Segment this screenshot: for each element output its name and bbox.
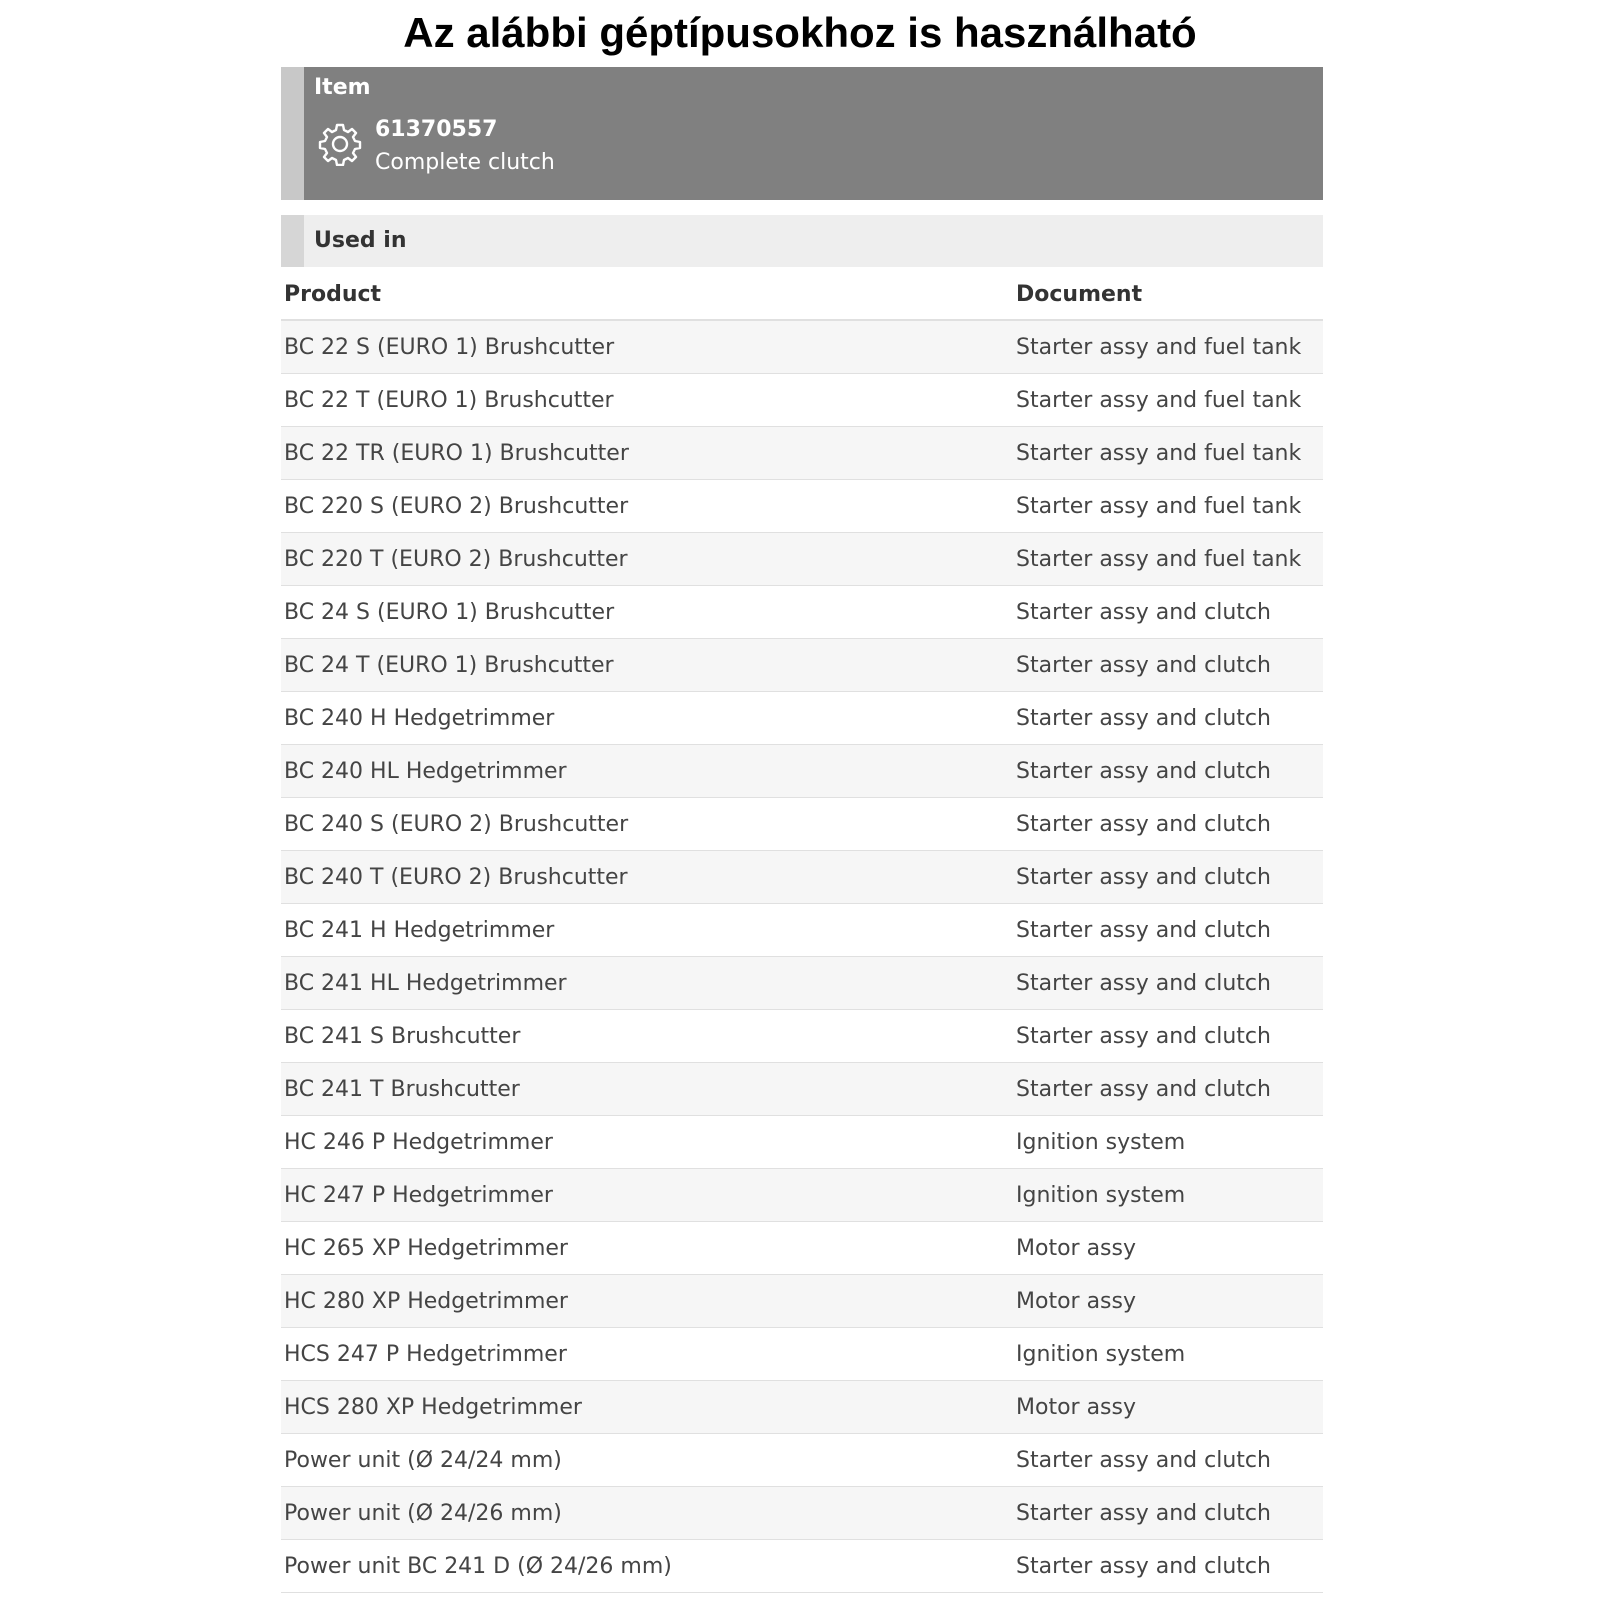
product-cell[interactable]: BC 22 T (EURO 1) Brushcutter [281, 374, 1013, 427]
document-cell[interactable]: Starter assy and fuel tank [1013, 427, 1323, 480]
gear-icon [318, 122, 362, 166]
product-cell[interactable]: BC 22 TR (EURO 1) Brushcutter [281, 427, 1013, 480]
document-cell[interactable]: Ignition system [1013, 1169, 1323, 1222]
page-banner-title: Az alábbi géptípusokhoz is használható [403, 9, 1197, 56]
table-body [281, 320, 1323, 1593]
product-cell[interactable]: HCS 280 XP Hedgetrimmer [281, 1381, 1013, 1434]
table-row[interactable] [281, 851, 1323, 904]
document-cell[interactable]: Starter assy and fuel tank [1013, 374, 1323, 427]
product-cell[interactable]: BC 240 T (EURO 2) Brushcutter [281, 851, 1013, 904]
document-cell[interactable]: Starter assy and clutch [1013, 1487, 1323, 1540]
table-row[interactable] [281, 798, 1323, 851]
item-number: 61370557 [375, 117, 498, 142]
document-cell[interactable]: Starter assy and clutch [1013, 745, 1323, 798]
document-cell[interactable]: Starter assy and fuel tank [1013, 533, 1323, 586]
document-cell[interactable]: Motor assy [1013, 1275, 1323, 1328]
product-cell[interactable]: BC 240 S (EURO 2) Brushcutter [281, 798, 1013, 851]
item-header: Item [314, 75, 371, 100]
document-cell[interactable]: Starter assy and clutch [1013, 692, 1323, 745]
document-cell[interactable]: Starter assy and clutch [1013, 1540, 1323, 1593]
product-cell[interactable]: BC 240 HL Hedgetrimmer [281, 745, 1013, 798]
document-cell[interactable]: Starter assy and clutch [1013, 851, 1323, 904]
document-cell[interactable]: Starter assy and clutch [1013, 957, 1323, 1010]
document-cell[interactable]: Ignition system [1013, 1328, 1323, 1381]
product-cell[interactable]: Power unit (Ø 24/26 mm) [281, 1487, 1013, 1540]
table-row[interactable] [281, 904, 1323, 957]
table-row[interactable] [281, 745, 1323, 798]
used-in-label: Used in [314, 228, 407, 253]
used-in-header [281, 215, 1323, 267]
product-cell[interactable]: BC 220 T (EURO 2) Brushcutter [281, 533, 1013, 586]
document-cell[interactable]: Starter assy and clutch [1013, 1010, 1323, 1063]
table-row[interactable] [281, 1328, 1323, 1381]
table-row[interactable] [281, 1063, 1323, 1116]
product-cell[interactable]: HC 246 P Hedgetrimmer [281, 1116, 1013, 1169]
column-header-document: Document [1013, 269, 1323, 320]
used-in-table [281, 269, 1323, 1593]
product-cell[interactable]: BC 220 S (EURO 2) Brushcutter [281, 480, 1013, 533]
table-row[interactable] [281, 1116, 1323, 1169]
product-cell[interactable]: HCS 247 P Hedgetrimmer [281, 1328, 1013, 1381]
table-row[interactable] [281, 533, 1323, 586]
table-row[interactable] [281, 692, 1323, 745]
table-row[interactable] [281, 1222, 1323, 1275]
document-cell[interactable]: Starter assy and fuel tank [1013, 480, 1323, 533]
table-row[interactable] [281, 1434, 1323, 1487]
product-cell[interactable]: BC 24 T (EURO 1) Brushcutter [281, 639, 1013, 692]
item-description: Complete clutch [375, 150, 555, 175]
product-cell[interactable]: HC 247 P Hedgetrimmer [281, 1169, 1013, 1222]
product-cell[interactable]: HC 280 XP Hedgetrimmer [281, 1275, 1013, 1328]
table-row[interactable] [281, 1169, 1323, 1222]
product-cell[interactable]: BC 241 T Brushcutter [281, 1063, 1013, 1116]
table-row[interactable] [281, 639, 1323, 692]
table-row[interactable] [281, 1381, 1323, 1434]
table-row[interactable] [281, 1275, 1323, 1328]
product-cell[interactable]: HC 265 XP Hedgetrimmer [281, 1222, 1013, 1275]
item-panel [281, 67, 1323, 200]
document-cell[interactable]: Starter assy and clutch [1013, 639, 1323, 692]
product-cell[interactable]: BC 241 S Brushcutter [281, 1010, 1013, 1063]
product-cell[interactable]: BC 241 H Hedgetrimmer [281, 904, 1013, 957]
table-row[interactable] [281, 427, 1323, 480]
table-row[interactable] [281, 320, 1323, 374]
table-row[interactable] [281, 1010, 1323, 1063]
document-cell[interactable]: Starter assy and clutch [1013, 1434, 1323, 1487]
document-cell[interactable]: Ignition system [1013, 1116, 1323, 1169]
document-cell[interactable]: Starter assy and clutch [1013, 1063, 1323, 1116]
product-cell[interactable]: BC 240 H Hedgetrimmer [281, 692, 1013, 745]
table-row[interactable] [281, 586, 1323, 639]
table-row[interactable] [281, 374, 1323, 427]
column-header-product: Product [281, 269, 1013, 320]
document-cell[interactable]: Motor assy [1013, 1222, 1323, 1275]
document-cell[interactable]: Motor assy [1013, 1381, 1323, 1434]
product-cell[interactable]: BC 241 HL Hedgetrimmer [281, 957, 1013, 1010]
product-cell[interactable]: BC 24 S (EURO 1) Brushcutter [281, 586, 1013, 639]
table-row[interactable] [281, 1487, 1323, 1540]
table-row[interactable] [281, 1540, 1323, 1593]
document-cell[interactable]: Starter assy and fuel tank [1013, 320, 1323, 374]
document-cell[interactable]: Starter assy and clutch [1013, 586, 1323, 639]
table-row[interactable] [281, 480, 1323, 533]
document-cell[interactable]: Starter assy and clutch [1013, 798, 1323, 851]
product-cell[interactable]: Power unit (Ø 24/24 mm) [281, 1434, 1013, 1487]
table-row[interactable] [281, 957, 1323, 1010]
product-cell[interactable]: Power unit BC 241 D (Ø 24/26 mm) [281, 1540, 1013, 1593]
product-cell[interactable]: BC 22 S (EURO 1) Brushcutter [281, 320, 1013, 374]
table-header-row [281, 269, 1323, 320]
document-cell[interactable]: Starter assy and clutch [1013, 904, 1323, 957]
